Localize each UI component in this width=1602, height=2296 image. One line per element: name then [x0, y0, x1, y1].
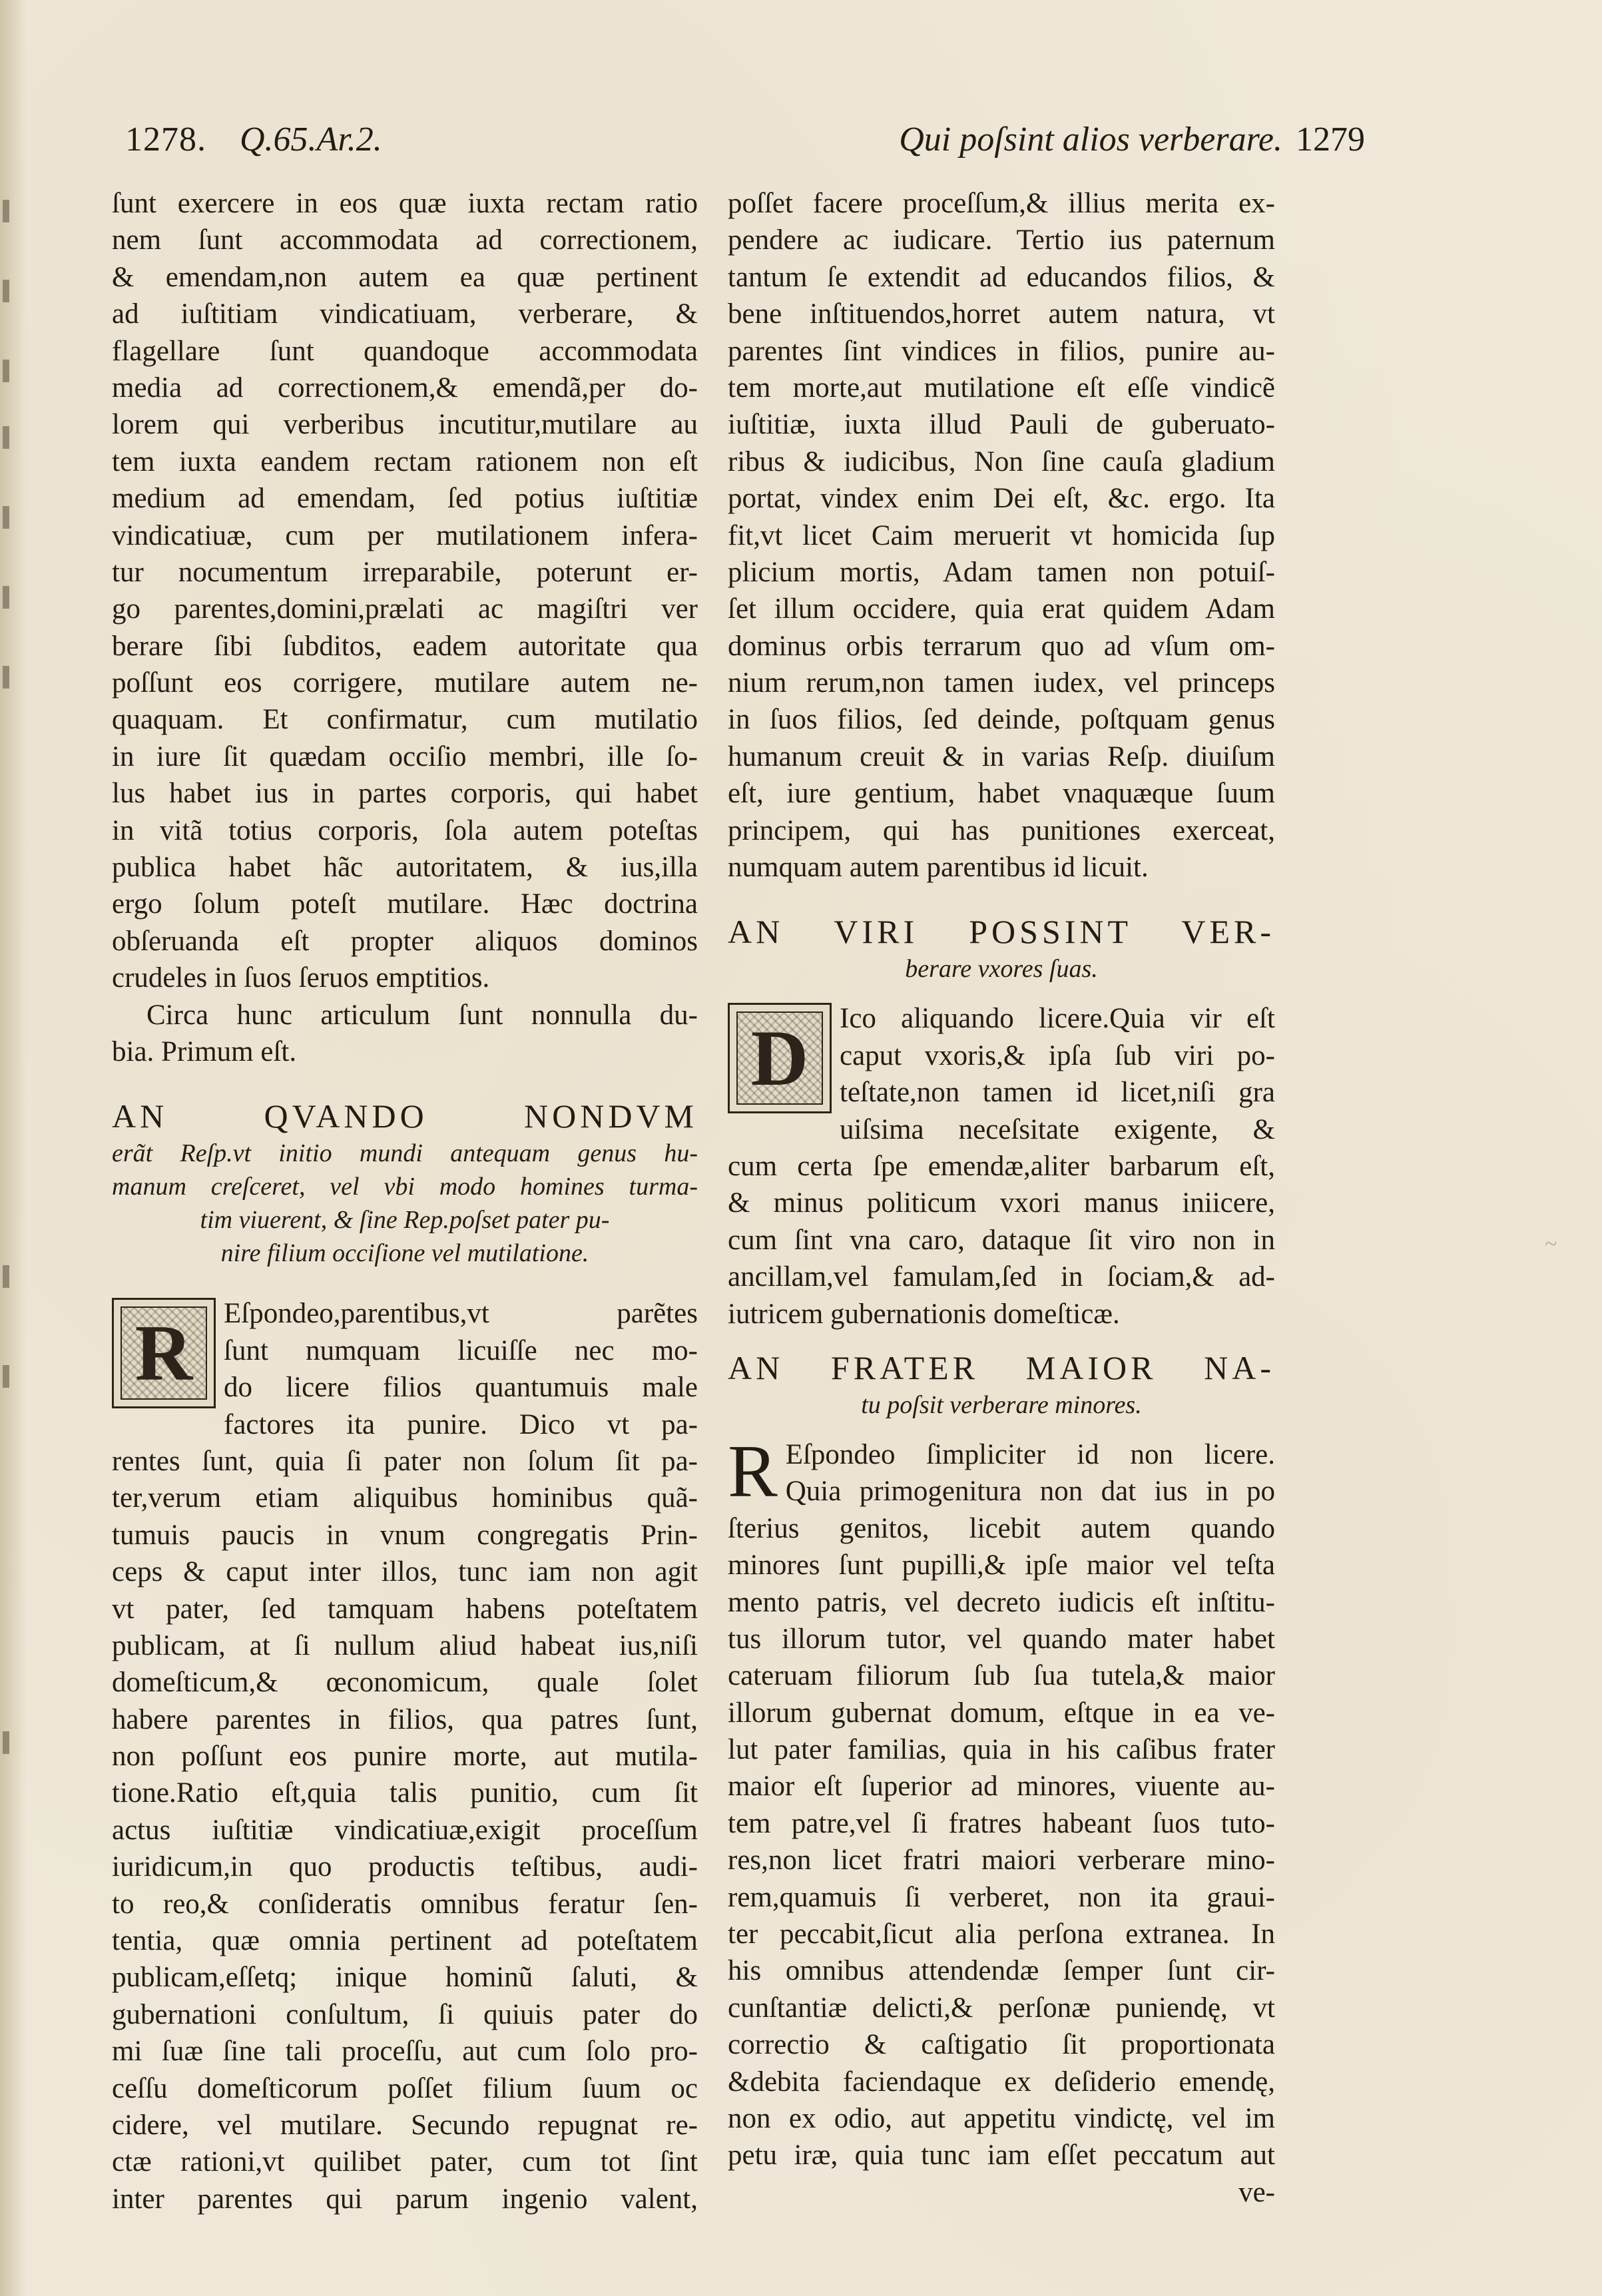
text-line: iutricem gubernationis domeſticæ. — [728, 1298, 1120, 1330]
text-line: habere parentes in filios, qua patres ſunt, — [112, 1703, 698, 1735]
paragraph — [728, 1430, 1275, 2211]
text-line: uiſsima neceſsitate exigente, & — [840, 1113, 1275, 1145]
text-line: flagellare ſunt quandoque accommodata — [112, 335, 698, 367]
text-line: lut pater familias, quia in his caſibus frater — [728, 1734, 1275, 1766]
text-line: ſunt exercere in eos quæ iuxta rectam ratio — [112, 188, 698, 219]
right-running-head: Qui poſsint alios verberare. — [899, 121, 1282, 158]
section-subheading: tu poſsit verberare minores. — [861, 1390, 1142, 1419]
text-line: minores ſunt pupilli,& ipſe maior vel teſta — [728, 1550, 1275, 1581]
text-line: rem,quamuis ſi verberet, non ita graui- — [728, 1881, 1275, 1913]
text-line: ceſſu domeſticorum poſſet filium ſuum oc — [112, 2072, 698, 2104]
subheading-line: manum creſceret, vel vbi modo homines turma- — [112, 1173, 698, 1201]
text-line: tumuis paucis in vnum congregatis Prin- — [112, 1519, 698, 1551]
text-line: Eſpondeo ſimpliciter id non licere. — [785, 1438, 1275, 1470]
text-line: eſt, iure gentium, habet vnaquæque ſuum — [728, 778, 1275, 810]
text-line: inter parentes qui parum ingenio valent, — [112, 2183, 698, 2215]
left-running-head: Q.65.Ar.2. — [240, 121, 382, 158]
text-line: rentes ſunt, quia ſi pater non ſolum ſit pa- — [112, 1445, 698, 1477]
text-line: ter peccabit,ſicut alia perſona extranea. In — [728, 1918, 1275, 1950]
section-heading: AN VIRI POSSINT VER- — [728, 913, 1275, 951]
margin-bleed-mark — [3, 1265, 9, 1288]
text-line: portat, vindex enim Dei eſt, &c. ergo. Ita — [728, 483, 1275, 515]
left-running-header — [125, 120, 382, 159]
text-line: ſterius genitos, licebit autem quando — [728, 1512, 1275, 1544]
paragraph — [728, 1000, 1275, 1332]
text-line: tem morte,aut mutilatione eſt eſſe vindicẽ — [728, 372, 1275, 404]
margin-bleed-mark — [3, 426, 9, 449]
text-line: & emendam,non autem ea quæ pertinent — [112, 261, 698, 293]
right-running-header — [899, 120, 1365, 159]
text-line: pendere ac iudicare. Tertio ius paternum — [728, 224, 1275, 256]
left-column — [112, 185, 698, 2217]
text-line: medium ad emendam, ſed potius iuſtitiæ — [112, 483, 698, 515]
text-line: to reo,& conſideratis omnibus feratur ſen- — [112, 1888, 698, 1920]
text-line: berare ſibi ſubditos, eadem autoritate qua — [112, 630, 698, 662]
text-line: poſſunt eos corrigere, mutilare autem ne- — [112, 667, 698, 699]
subheading-line: tim viuerent, & ſine Rep.poſset pater pu- — [200, 1206, 610, 1235]
margin-bleed-mark — [3, 1731, 9, 1754]
text-line: Circa hunc articulum ſunt nonnulla du- — [146, 999, 698, 1031]
paragraph — [112, 185, 698, 997]
text-line: Quia primogenitura non dat ius in po — [785, 1476, 1275, 1508]
text-line: petu iræ, quia tunc iam eſſet peccatum aut — [728, 2140, 1275, 2171]
text-line: tantum ſe extendit ad educandos filios, & — [728, 261, 1275, 293]
text-line: cum certa ſpe emendæ,aliter barbarum eſt, — [728, 1150, 1275, 1182]
text-line: bene inſtituendos,horret autem natura, vt — [728, 298, 1275, 330]
text-line: non poſſunt eos punire morte, aut mutila- — [112, 1741, 698, 1773]
text-line: go parentes,domini,prælati ac magiſtri ver — [112, 593, 698, 625]
text-line: publica habet hãc autoritatem, & ius,illa — [112, 852, 698, 884]
text-line: tus illorum tutor, vel quando mater habet — [728, 1623, 1275, 1655]
margin-bleed-mark — [3, 1365, 9, 1388]
paragraph — [112, 997, 698, 1071]
initial-letter: R — [728, 1430, 778, 1513]
paragraph — [112, 1295, 698, 2217]
decorated-initial-letter: D — [736, 1011, 823, 1105]
text-line: ad iuſtitiam vindicatiuam, verberare, & — [112, 298, 698, 330]
text-line: do licere filios quantumuis male — [224, 1372, 698, 1404]
text-line: bia. Primum eſt. — [112, 1035, 297, 1067]
text-line: nium rerum,non tamen iudex, vel princeps — [728, 667, 1275, 699]
binding-gutter — [0, 0, 27, 2296]
text-line: ribus & iudicibus, Non ſine cauſa gladium — [728, 445, 1275, 477]
text-line: in ſuos filios, ſed deinde, poſtquam genus — [728, 704, 1275, 736]
text-line: crudeles in ſuos ſeruos emptitios. — [112, 962, 490, 994]
text-line: tem iuxta eandem rectam rationem non eſt — [112, 445, 698, 477]
subheading-line: erãt Reſp.vt initio mundi antequam genus hu- — [112, 1139, 698, 1168]
margin-bleed-mark — [3, 200, 9, 222]
margin-bleed-mark — [3, 280, 9, 302]
text-line: domeſticum,& œconomicum, quale ſolet — [112, 1667, 698, 1699]
text-line: poſſet facere proceſſum,& illius merita ex- — [728, 188, 1275, 219]
text-line: fit,vt licet Caim meruerit vt homicida ſup — [728, 519, 1275, 551]
text-line: Eſpondeo,parentibus,vt parẽtes — [224, 1298, 698, 1330]
text-line: vindicatiuæ, cum per mutilationem infera- — [112, 519, 698, 551]
text-line: mento patris, vel decreto iudicis eſt inſtitu- — [728, 1586, 1275, 1618]
text-line: non ex odio, aut appetitu vindictę, vel im — [728, 2102, 1275, 2134]
text-line: obſeruanda eſt propter aliquos dominos — [112, 925, 698, 957]
decorated-initial-letter: R — [121, 1306, 207, 1400]
text-line: tione.Ratio eſt,quia talis punitio, cum ſit — [112, 1777, 698, 1809]
text-line: cunſtantiæ delicti,& perſonæ puniendę, vt — [728, 1992, 1275, 2024]
text-line: factores ita punire. Dico vt pa- — [224, 1408, 698, 1440]
text-line: plicium mortis, Adam tamen non potuiſ- — [728, 556, 1275, 588]
text-line: iuridicum,in quo productis teſtibus, audi- — [112, 1851, 698, 1883]
text-line: publicam,eſſetq; inique hominũ ſaluti, & — [112, 1962, 698, 1994]
text-line: publicam, at ſi nullum aliud habeat ius,niſi — [112, 1629, 698, 1661]
text-line: correctio & caſtigatio ſit proportionata — [728, 2029, 1275, 2061]
text-line: cum ſint vna caro, dataque ſit viro non in — [728, 1224, 1275, 1256]
text-line: principem, qui has punitiones exerceat, — [728, 814, 1275, 846]
text-line: actus iuſtitiæ vindicatiuæ,exigit proceſſum — [112, 1814, 698, 1846]
text-line: in vitã totius corporis, ſola autem poteſtas — [112, 814, 698, 846]
section-heading: AN QVANDO NONDVM — [112, 1097, 698, 1135]
text-line: lorem qui verberibus incutitur,mutilare au — [112, 409, 698, 441]
text-line: parentes ſint vindices in filios, punire au- — [728, 335, 1275, 367]
text-line: ter,verum etiam aliquibus hominibus quã- — [112, 1482, 698, 1514]
text-line: ſet illum occidere, quia erat quidem Adam — [728, 593, 1275, 625]
text-line: iuſtitiæ, iuxta illud Pauli de guberuato- — [728, 409, 1275, 441]
text-line: & minus politicum vxori manus iniicere, — [728, 1187, 1275, 1219]
text-line: tentia, quæ omnia pertinent ad poteſtatem — [112, 1925, 698, 1957]
subheading-line: nire filium occiſione vel mutilatione. — [220, 1239, 589, 1268]
margin-bleed-mark — [3, 506, 9, 529]
catchword: ve- — [1238, 2176, 1275, 2208]
text-line: vt pater, ſed tamquam habens poteſtatem — [112, 1593, 698, 1625]
section-subheading — [112, 1137, 698, 1270]
text-line: ancillam,vel famulam,ſed in ſociam,& ad- — [728, 1261, 1275, 1293]
text-line: teſtate,non tamen id licet,niſi gra — [840, 1077, 1275, 1109]
decorated-initial — [728, 1003, 832, 1113]
text-line: lus habet ius in partes corporis, qui habet — [112, 778, 698, 810]
left-page-number: 1278. — [125, 121, 206, 158]
text-line: ſunt numquam licuiſſe nec mo- — [224, 1334, 698, 1366]
text-line: his omnibus attendendæ ſemper ſunt cir- — [728, 1955, 1275, 1987]
text-line: nem ſunt accommodata ad correctionem, — [112, 224, 698, 256]
text-line: ceps & caput inter illos, tunc iam non agit — [112, 1556, 698, 1588]
text-line: in iure ſit quædam occiſio membri, ille ſo- — [112, 740, 698, 772]
decorated-initial — [112, 1298, 216, 1408]
right-page-number: 1279 — [1296, 121, 1365, 158]
margin-bleed-mark — [3, 666, 9, 689]
text-line: quaquam. Et confirmatur, cum mutilatio — [112, 704, 698, 736]
text-line: numquam autem parentibus id licuit. — [728, 852, 1149, 884]
text-line: dominus orbis terrarum quo ad vſum om- — [728, 630, 1275, 662]
text-line: ctæ rationi,vt quilibet pater, cum tot ſint — [112, 2146, 698, 2178]
text-line: mi ſuæ ſine tali proceſſu, aut cum ſolo pro- — [112, 2036, 698, 2068]
section-subheading: berare vxores ſuas. — [905, 955, 1098, 984]
text-line: illorum gubernat domum, eſtque in ea ve- — [728, 1697, 1275, 1729]
text-line: gubernationi conſultum, ſi quiuis pater do — [112, 1998, 698, 2030]
text-line: maior eſt ſuperior ad minores, viuente au- — [728, 1771, 1275, 1803]
right-edge-mark: ~ — [1545, 1232, 1557, 1257]
margin-bleed-mark — [3, 360, 9, 382]
text-line: cateruam filiorum ſub ſua tutela,& maior — [728, 1660, 1275, 1692]
text-line: caput vxoris,& ipſa ſub viri po- — [840, 1039, 1275, 1071]
paragraph — [728, 185, 1275, 886]
text-line: humanum creuit & in varias Reſp. diuiſum — [728, 740, 1275, 772]
section-heading: AN FRATER MAIOR NA- — [728, 1348, 1275, 1386]
right-column — [728, 185, 1275, 2211]
text-line: media ad correctionem,& emendã,per do- — [112, 372, 698, 404]
text-line: res,non licet fratri maiori verberare mino- — [728, 1845, 1275, 1876]
text-line: cidere, vel mutilare. Secundo repugnat re- — [112, 2109, 698, 2141]
text-line: ergo ſolum poteſt mutilare. Hæc doctrina — [112, 888, 698, 920]
text-line: &debita faciendaque ex deſiderio emendę, — [728, 2066, 1275, 2098]
text-line: tem patre,vel ſi fratres habeant ſuos tuto- — [728, 1807, 1275, 1839]
text-line: tur nocumentum irreparabile, poterunt er- — [112, 556, 698, 588]
text-line: Ico aliquando licere.Quia vir eſt — [840, 1003, 1275, 1035]
margin-bleed-mark — [3, 586, 9, 609]
